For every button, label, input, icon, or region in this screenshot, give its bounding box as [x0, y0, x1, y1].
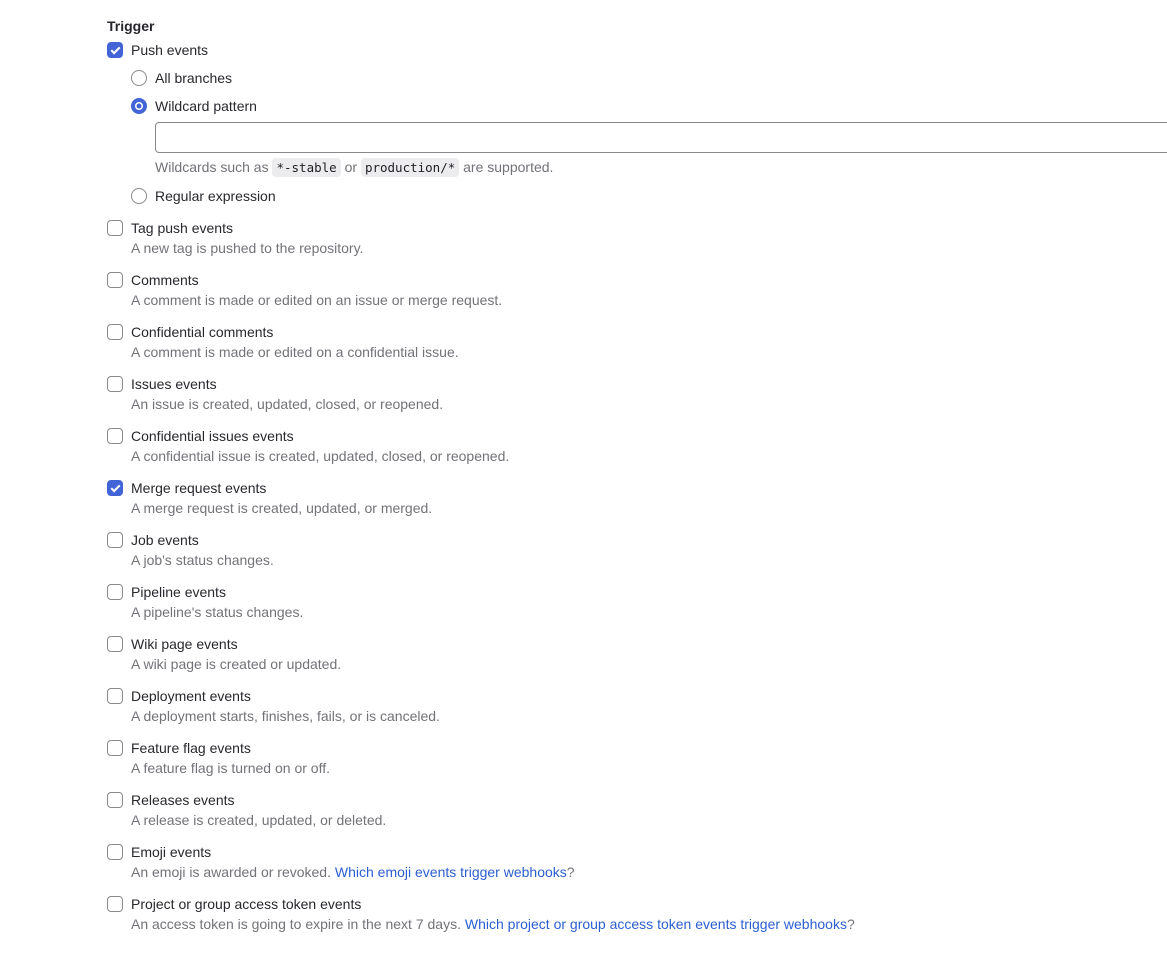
trigger-heading: Trigger	[107, 18, 155, 34]
help-middle: or	[344, 159, 358, 175]
event-label[interactable]: Job events	[131, 532, 199, 548]
event-label[interactable]: Confidential issues events	[131, 428, 294, 444]
event-label[interactable]: Feature flag events	[131, 740, 251, 756]
help-prefix: Wildcards such as	[155, 159, 269, 175]
event-checkbox[interactable]	[107, 636, 123, 652]
push-events-label[interactable]: Push events	[131, 42, 209, 58]
event-checkbox[interactable]	[107, 220, 123, 236]
event-row-issues-events	[107, 374, 1167, 414]
event-description	[131, 498, 432, 518]
event-description	[131, 342, 459, 362]
event-description	[131, 862, 575, 882]
event-description	[131, 550, 274, 570]
event-checkbox[interactable]	[107, 740, 123, 756]
event-checkbox[interactable]	[107, 324, 123, 340]
event-row-pipeline-events	[107, 582, 1167, 622]
event-description	[131, 290, 502, 310]
regular-expression-label[interactable]: Regular expression	[155, 188, 276, 204]
wildcard-help-text	[155, 157, 1167, 178]
event-description	[131, 706, 440, 726]
event-label[interactable]: Wiki page events	[131, 636, 238, 652]
event-checkbox[interactable]	[107, 584, 123, 600]
event-push-events	[107, 40, 1167, 60]
event-label[interactable]: Project or group access token events	[131, 896, 362, 912]
event-description	[131, 758, 330, 778]
wildcard-pattern-radio[interactable]	[131, 98, 147, 114]
checkmark-icon	[110, 482, 120, 492]
event-description-text: An emoji is awarded or revoked.	[131, 864, 331, 880]
event-description-text: A release is created, updated, or deleted.	[131, 812, 387, 828]
event-description-text: A confidential issue is created, updated, closed, or reopened.	[131, 448, 510, 464]
event-description	[131, 914, 855, 934]
event-description	[131, 238, 363, 258]
help-suffix: are supported.	[463, 159, 554, 175]
event-description-text: An issue is created, updated, closed, or reopened.	[131, 396, 444, 412]
checkmark-icon	[110, 44, 120, 54]
event-row-confidential-comments	[107, 322, 1167, 362]
code-wildcard-example-2: production/*	[361, 158, 459, 177]
event-label[interactable]: Deployment events	[131, 688, 251, 704]
event-help-link[interactable]: Which project or group access token events trigger webhooks	[464, 916, 847, 932]
event-help-link[interactable]: Which emoji events trigger webhooks	[334, 864, 567, 880]
event-row-comments	[107, 270, 1167, 310]
event-description	[131, 394, 443, 414]
event-row-wiki-page-events	[107, 634, 1167, 674]
event-label[interactable]: Emoji events	[131, 844, 212, 860]
all-branches-label[interactable]: All branches	[155, 70, 233, 86]
event-checkbox[interactable]	[107, 272, 123, 288]
regular-expression-radio[interactable]	[131, 188, 147, 204]
event-checkbox[interactable]	[107, 688, 123, 704]
event-description-text: A job's status changes.	[131, 552, 274, 568]
push-events-checkbox[interactable]	[107, 42, 123, 58]
event-row-job-events	[107, 530, 1167, 570]
event-description	[131, 602, 303, 622]
event-checkbox[interactable]	[107, 532, 123, 548]
wildcard-pattern-label[interactable]: Wildcard pattern	[155, 98, 257, 114]
event-description-text: A comment is made or edited on a confidential issue.	[131, 344, 459, 360]
event-checkbox[interactable]	[107, 792, 123, 808]
branch-option-wildcard-pattern	[131, 96, 1167, 116]
event-description-text: A new tag is pushed to the repository.	[131, 240, 364, 256]
link-suffix: ?	[566, 864, 575, 880]
event-description	[131, 654, 341, 674]
event-row-deployment-events	[107, 686, 1167, 726]
push-events-options	[131, 68, 1167, 206]
all-branches-radio[interactable]	[131, 70, 147, 86]
event-row-tag-push-events	[107, 218, 1167, 258]
wildcard-pattern-input[interactable]	[155, 122, 1167, 153]
event-description	[131, 446, 509, 466]
event-description	[131, 810, 386, 830]
event-description-text: A merge request is created, updated, or merged.	[131, 500, 433, 516]
event-description-text: A deployment starts, finishes, fails, or is canceled.	[131, 708, 440, 724]
event-label[interactable]: Comments	[131, 272, 199, 288]
event-label[interactable]: Confidential comments	[131, 324, 274, 340]
event-row-emoji-events	[107, 842, 1167, 882]
event-checkbox[interactable]	[107, 844, 123, 860]
event-checkbox[interactable]	[107, 480, 123, 496]
event-checkbox[interactable]	[107, 376, 123, 392]
event-label[interactable]: Pipeline events	[131, 584, 226, 600]
event-row-confidential-issues-events	[107, 426, 1167, 466]
event-row-merge-request-events	[107, 478, 1167, 518]
event-description-text: An access token is going to expire in the next 7 days.	[131, 916, 461, 932]
branch-option-all-branches	[131, 68, 1167, 88]
event-label[interactable]: Issues events	[131, 376, 217, 392]
event-description-text: A pipeline's status changes.	[131, 604, 304, 620]
event-checkbox[interactable]	[107, 896, 123, 912]
event-label[interactable]: Merge request events	[131, 480, 267, 496]
event-checkbox[interactable]	[107, 428, 123, 444]
event-row-releases-events	[107, 790, 1167, 830]
event-description-text: A comment is made or edited on an issue or merge request.	[131, 292, 503, 308]
branch-option-regular-expression	[131, 186, 1167, 206]
event-row-feature-flag-events	[107, 738, 1167, 778]
event-list	[107, 218, 1167, 934]
event-description-text: A wiki page is created or updated.	[131, 656, 342, 672]
event-label[interactable]: Tag push events	[131, 220, 233, 236]
event-row-project-or-group-access-token-events	[107, 894, 1167, 934]
code-wildcard-example-1: *-stable	[272, 158, 340, 177]
event-label[interactable]: Releases events	[131, 792, 235, 808]
event-description-text: A feature flag is turned on or off.	[131, 760, 330, 776]
link-suffix: ?	[846, 916, 855, 932]
